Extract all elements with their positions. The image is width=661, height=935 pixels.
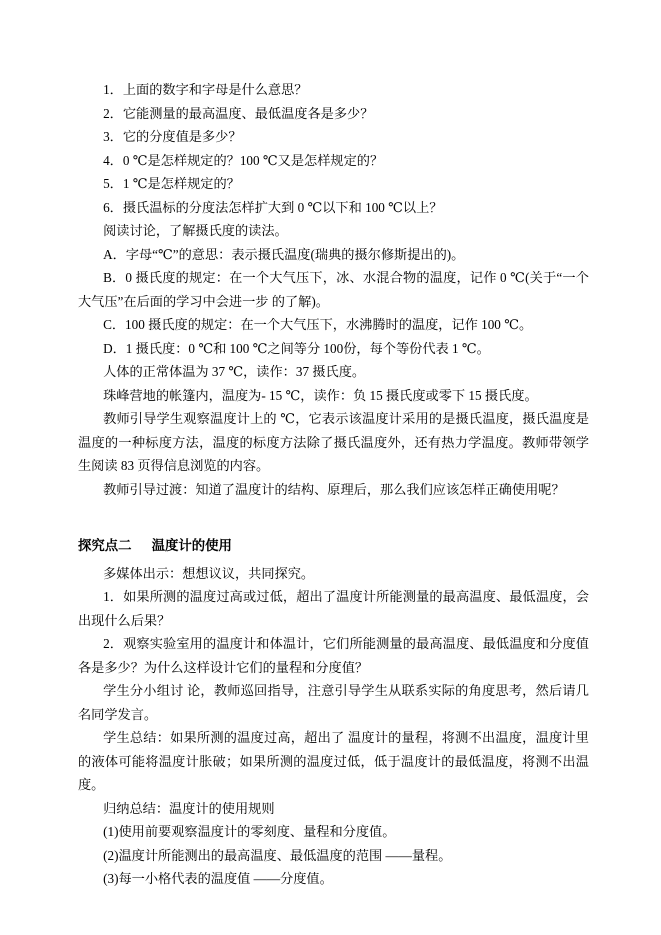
body-paragraph: (1)使用前要观察温度计的零刻度、量程和分度值。: [103, 824, 396, 840]
question-line: 2．它能测量的最高温度、最低温度各是多少？: [103, 105, 374, 121]
body-paragraph: 2．观察实验室用的温度计和体温计，它们所能测量的最高温度、最低温度和分度值各是多少？为什么这样设计它们的量程和分度值？: [78, 636, 589, 675]
body-paragraph: 教师引导学生观察温度计上的 ℃，它表示该温度计采用的是摄氏温度，摄氏温度是温度的一种标度方法，温度的标度方法除了摄氏温度外，还有热力学温度。教师带领学生阅读 83 页得信息浏览的内容。: [78, 411, 589, 473]
question-line: 5．1 ℃是怎样规定的？: [103, 176, 240, 191]
section-heading: [78, 534, 589, 558]
paragraph-spacer: [78, 501, 589, 515]
body-paragraph: B．0 摄氏度的规定：在一个大气压下，冰、水混合物的温度，记作 0 ℃(关于“一个大气压”在后面的学习中会进一步 的了解)。: [78, 270, 589, 309]
body-paragraph: (2)温度计所能测出的最高温度、最低温度的范围 ——量程。: [103, 847, 452, 863]
body-paragraph: 多媒体出示：想想议议，共同探究。: [103, 565, 315, 581]
body-paragraph: 学生分小组讨 论，教师巡回指导，注意引导学生从联系实际的角度思考，然后请几名同学发言。: [78, 683, 589, 722]
body-paragraph: 教师引导过渡：知道了温度计的结构、原理后，那么我们应该怎样正确使用呢？: [103, 481, 565, 497]
question-line: 阅读讨论，了解摄氏度的读法。: [103, 223, 288, 238]
body-paragraph: 1．如果所测的温度过高或过低，超出了温度计所能测量的最高温度、最低温度，会出现什么后果？: [78, 589, 589, 628]
body-paragraph: C．100 摄氏度的规定：在一个大气压下，水沸腾时的温度，记作 100 ℃。: [103, 317, 533, 332]
question-line: 3．它的分度值是多少？: [103, 129, 242, 144]
question-line: 6．摄氏温标的分度法怎样扩大到 0 ℃以下和 100 ℃以上？: [103, 199, 443, 215]
document-body: [78, 78, 589, 891]
body-paragraph: 珠峰营地的帐篷内，温度为- 15 ℃，读作：负 15 摄氏度或零下 15 摄氏度。: [103, 387, 538, 403]
question-line: 4．0 ℃是怎样规定的？100 ℃又是怎样规定的？: [103, 152, 384, 168]
body-paragraph: 归纳总结：温度计的使用规则: [103, 800, 275, 816]
question-line: A．字母“℃”的意思：表示摄氏温度(瑞典的摄尔修斯提出的)。: [103, 246, 465, 262]
question-line: 1．上面的数字和字母是什么意思？: [103, 82, 308, 97]
body-paragraph: 学生总结：如果所测的温度过高，超出了 温度计的量程，将测不出温度，温度计里的液体可能将温度计胀破；如果所测的温度过低，低于温度计的最低温度，将测不出温度。: [78, 730, 589, 793]
section-heading-text: 温度计的使用: [151, 538, 232, 553]
section-heading-label: 探究点二: [78, 538, 132, 553]
body-paragraph: D．1 摄氏度：0 ℃和 100 ℃之间等分 100份，每个等份代表 1 ℃。: [103, 340, 490, 356]
body-paragraph: (3)每一小格代表的温度值 ——分度值。: [103, 871, 333, 887]
body-paragraph: 人体的正常体温为 37 ℃，读作：37 摄氏度。: [103, 364, 366, 379]
